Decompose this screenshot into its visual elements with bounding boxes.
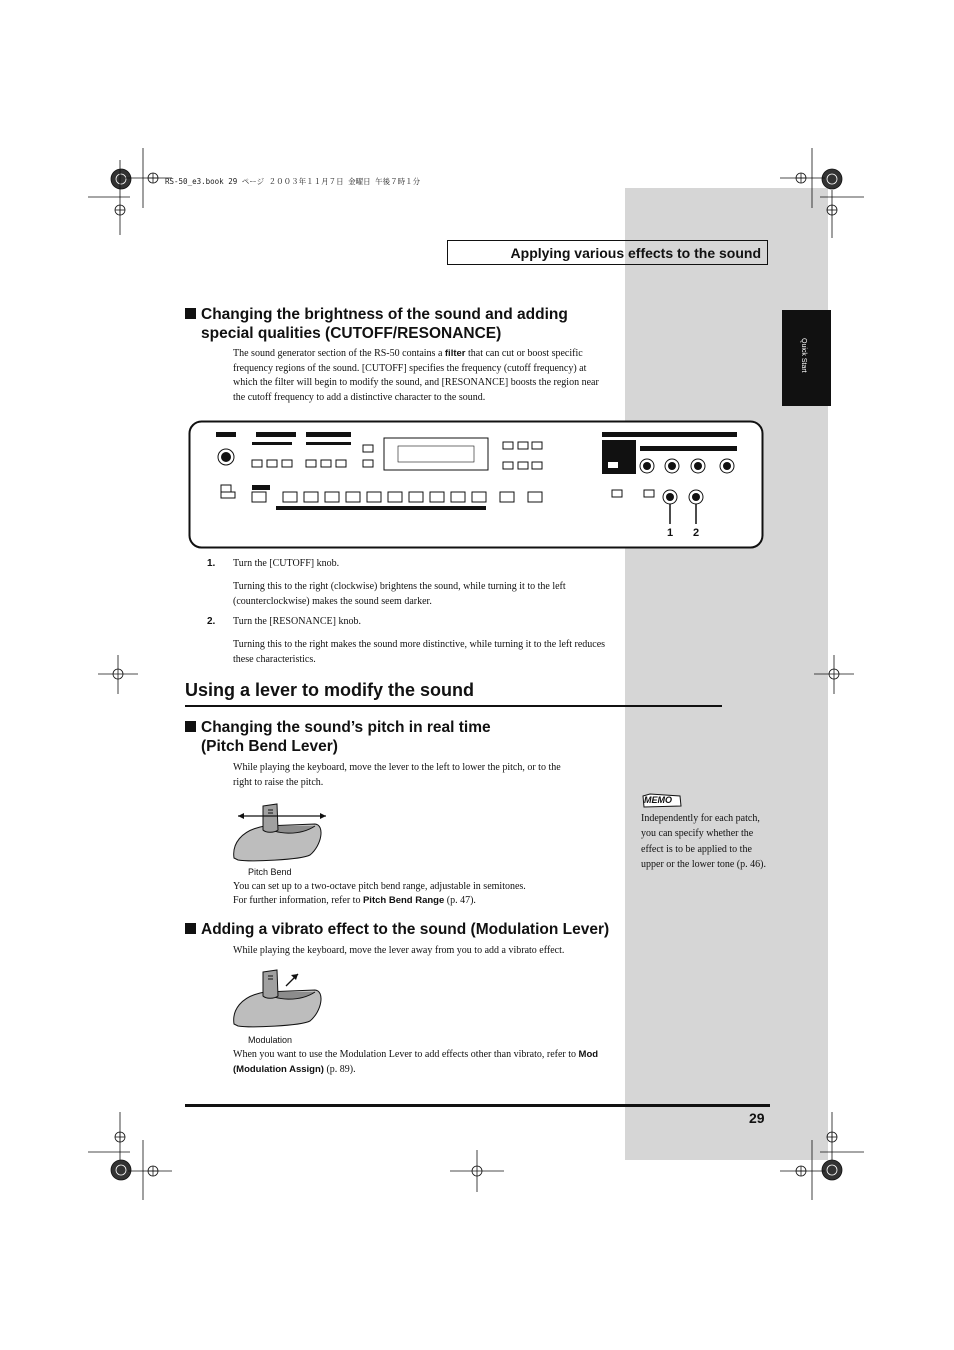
square-bullet-icon [185, 721, 196, 732]
section-pitch-title: Changing the sound’s pitch in real time (Pitch Bend Lever) [185, 718, 615, 756]
modulation-lever-icon [230, 966, 330, 1032]
section-modulation-text: While playing the keyboard, move the lever away from you to add a vibrato effect. [233, 945, 565, 956]
memo-label: MEMO [644, 795, 672, 805]
section-cutoff-intro: The sound generator section of the RS-50 contains a filter that can cut or boost specific frequency regions of the sound. [CUTOFF] specifies the frequency (cutoff frequency) at which the filter will begin to modify the sound, and [RESONANCE] boosts the region near the cutoff frequency to add a distinctive character to the sound. [233, 348, 599, 404]
square-bullet-icon [185, 923, 196, 934]
step-2-text: Turn the [RESONANCE] knob. [233, 616, 361, 627]
section-modulation-title: Adding a vibrato effect to the sound (Modulation Lever) [185, 920, 625, 939]
step-1-detail: Turning this to the right (clockwise) brightens the sound, while turning it to the left (counterclockwise) makes the sound seem darker. [233, 581, 566, 607]
modulation-caption: Modulation [248, 1035, 293, 1045]
file-info: RS-50_e3.book 29 ページ ２００３年１１月７日 金曜日 午後７時１分 [165, 177, 421, 186]
panel-callout-2: 2 [693, 527, 700, 539]
pitch-bend-caption: Pitch Bend [248, 867, 292, 877]
section-pitch-text: While playing the keyboard, move the lever to the left to lower the pitch, or to the right to raise the pitch. [233, 762, 561, 788]
step-2-detail: Turning this to the right makes the sound more distinctive, while turning it to the left reduces these characteristics. [233, 639, 606, 665]
square-bullet-icon [185, 308, 196, 319]
step-2-number: 2. [207, 616, 216, 627]
step-1-text: Turn the [CUTOFF] knob. [233, 558, 340, 569]
step-1-number: 1. [207, 558, 216, 569]
running-header-text: Applying various effects to the sound [510, 245, 761, 261]
side-tab-label: Quick Start [800, 338, 807, 373]
pitch-bend-note-1: You can set up to a two-octave pitch bend range, adjustable in semitones. [233, 881, 526, 892]
section-cutoff-title: Changing the brightness of the sound and adding special qualities (CUTOFF/RESONANCE) [185, 305, 615, 343]
running-header [447, 240, 768, 265]
modulation-note: When you want to use the Modulation Lever to add effects other than vibrato, refer to Mod (Modulation Assign) (p. 89). [233, 1049, 599, 1075]
chapter-rule [185, 705, 722, 707]
memo-text: Independently for each patch, you can specify whether the effect is to be applied to the upper or the lower tone (p. 46). [641, 813, 766, 870]
front-panel-illustration [188, 420, 765, 550]
panel-callout-1: 1 [667, 527, 674, 539]
page-number: 29 [749, 1110, 765, 1126]
footer-rule [185, 1104, 770, 1107]
pitch-bend-note-2: For further information, refer to Pitch Bend Range (p. 47). [233, 895, 476, 906]
chapter-title: Using a lever to modify the sound [185, 680, 475, 700]
pitch-bend-lever-icon [230, 800, 330, 866]
